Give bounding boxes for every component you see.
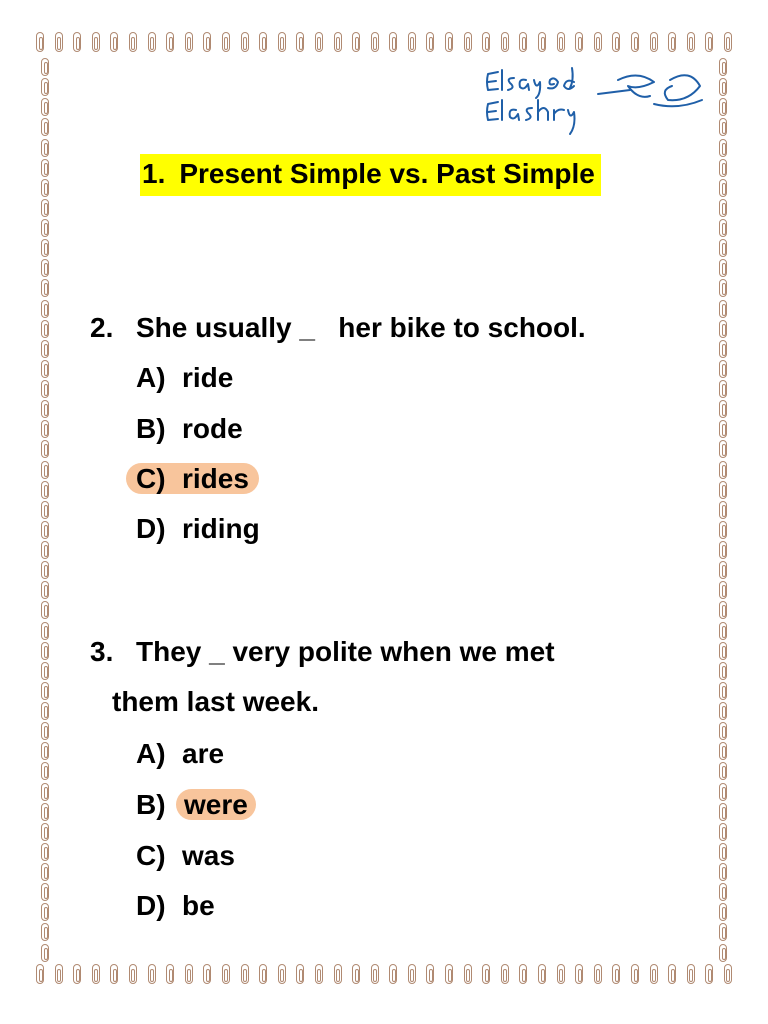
paperclip-icon (719, 521, 727, 539)
paperclip-icon (719, 340, 727, 358)
paperclip-icon (41, 118, 49, 136)
paperclip-icon (55, 964, 63, 984)
paperclip-icon (445, 964, 453, 984)
question-number: 3. (90, 636, 114, 667)
paperclip-icon (259, 32, 267, 52)
title-number: 1. (142, 158, 166, 189)
option-letter: D) (136, 513, 166, 544)
paperclip-icon (41, 843, 49, 861)
option-letter: B) (136, 789, 166, 820)
paperclip-icon (41, 541, 49, 559)
paperclip-icon (705, 964, 713, 984)
paperclip-icon (41, 803, 49, 821)
paperclip-icon (259, 964, 267, 984)
paperclip-icon (73, 964, 81, 984)
paperclip-icon (719, 58, 727, 76)
paperclip-icon (557, 964, 565, 984)
paperclip-icon (315, 964, 323, 984)
paperclip-icon (203, 32, 211, 52)
paperclip-icon (315, 32, 323, 52)
paperclip-icon (719, 239, 727, 257)
paperclip-icon (41, 642, 49, 660)
border-top (36, 30, 732, 54)
paperclip-icon (631, 964, 639, 984)
paperclip-icon (92, 32, 100, 52)
question-text: She usually _ her bike to school. (136, 312, 586, 343)
paperclip-icon (41, 199, 49, 217)
paperclip-icon (575, 32, 583, 52)
paperclip-icon (41, 702, 49, 720)
paperclip-icon (41, 581, 49, 599)
question-3 (90, 634, 555, 670)
paperclip-icon (464, 964, 472, 984)
paperclip-icon (719, 662, 727, 680)
option-c-correct[interactable] (136, 461, 259, 497)
paperclip-icon (719, 682, 727, 700)
paperclip-icon (719, 843, 727, 861)
paperclip-icon (41, 360, 49, 378)
option-text: be (182, 890, 215, 921)
paperclip-icon (724, 32, 732, 52)
paperclip-icon (296, 32, 304, 52)
paperclip-icon (445, 32, 453, 52)
paperclip-icon (519, 32, 527, 52)
paperclip-icon (719, 702, 727, 720)
title-text: Present Simple vs. Past Simple (179, 158, 595, 189)
paperclip-icon (719, 179, 727, 197)
paperclip-icon (719, 279, 727, 297)
answer-highlight (176, 789, 256, 820)
paperclip-icon (612, 964, 620, 984)
paperclip-icon (519, 964, 527, 984)
paperclip-icon (719, 541, 727, 559)
paperclip-icon (222, 32, 230, 52)
paperclip-icon (719, 98, 727, 116)
paperclip-icon (352, 964, 360, 984)
paperclip-icon (41, 159, 49, 177)
border-bottom (36, 962, 732, 986)
paperclip-icon (719, 581, 727, 599)
paperclip-icon (719, 823, 727, 841)
paperclip-icon (334, 32, 342, 52)
question-text-line2: them last week. (112, 686, 319, 717)
paperclip-icon (631, 32, 639, 52)
option-text: was (182, 840, 235, 871)
paperclip-icon (719, 883, 727, 901)
option-a[interactable] (136, 736, 224, 772)
paperclip-icon (241, 964, 249, 984)
paperclip-icon (166, 32, 174, 52)
paperclip-icon (719, 863, 727, 881)
paperclip-icon (203, 964, 211, 984)
section-title (140, 154, 601, 196)
paperclip-icon (41, 461, 49, 479)
paperclip-icon (41, 58, 49, 76)
paperclip-icon (668, 964, 676, 984)
paperclip-icon (41, 944, 49, 962)
paperclip-icon (129, 32, 137, 52)
paperclip-icon (41, 420, 49, 438)
paperclip-icon (41, 561, 49, 579)
option-letter: A) (136, 362, 166, 393)
paperclip-icon (482, 964, 490, 984)
paperclip-icon (41, 521, 49, 539)
paperclip-icon (41, 923, 49, 941)
paperclip-icon (371, 32, 379, 52)
paperclip-icon (334, 964, 342, 984)
paperclip-icon (408, 32, 416, 52)
question-number: 2. (90, 312, 114, 343)
paperclip-icon (41, 662, 49, 680)
paperclip-icon (166, 964, 174, 984)
paperclip-icon (73, 32, 81, 52)
paperclip-icon (482, 32, 490, 52)
paperclip-icon (41, 903, 49, 921)
border-left (38, 58, 52, 962)
paperclip-icon (129, 964, 137, 984)
paperclip-icon (41, 78, 49, 96)
paperclip-icon (719, 320, 727, 338)
paperclip-icon (719, 159, 727, 177)
option-letter: C) (136, 840, 166, 871)
paperclip-icon (719, 803, 727, 821)
paperclip-icon (41, 501, 49, 519)
paperclip-icon (575, 964, 583, 984)
paperclip-icon (92, 964, 100, 984)
option-text: are (182, 738, 225, 769)
paperclip-icon (724, 964, 732, 984)
paperclip-icon (719, 380, 727, 398)
paperclip-icon (719, 78, 727, 96)
paperclip-icon (296, 964, 304, 984)
paperclip-icon (41, 481, 49, 499)
paperclip-icon (41, 440, 49, 458)
paperclip-icon (538, 32, 546, 52)
paperclip-icon (41, 622, 49, 640)
paperclip-icon (719, 561, 727, 579)
paperclip-icon (612, 32, 620, 52)
paperclip-icon (241, 32, 249, 52)
option-d[interactable] (136, 888, 215, 924)
paperclip-icon (719, 903, 727, 921)
option-c[interactable] (136, 838, 235, 874)
paperclip-icon (594, 32, 602, 52)
paperclip-icon (719, 622, 727, 640)
paperclip-icon (185, 964, 193, 984)
paperclip-icon (464, 32, 472, 52)
paperclip-icon (41, 98, 49, 116)
paperclip-icon (41, 742, 49, 760)
paperclip-icon (222, 964, 230, 984)
paperclip-icon (426, 32, 434, 52)
option-b-correct[interactable] (136, 787, 256, 823)
paperclip-icon (278, 32, 286, 52)
paperclip-icon (650, 32, 658, 52)
paperclip-icon (371, 964, 379, 984)
paperclip-icon (41, 863, 49, 881)
paperclip-icon (719, 199, 727, 217)
paperclip-icon (719, 642, 727, 660)
paperclip-icon (719, 461, 727, 479)
paperclip-icon (719, 501, 727, 519)
question-2 (90, 310, 586, 346)
option-d[interactable] (136, 511, 260, 547)
paperclip-icon (389, 964, 397, 984)
question-3-continuation (112, 684, 319, 720)
paperclip-icon (36, 964, 44, 984)
paperclip-icon (719, 400, 727, 418)
paperclip-icon (719, 440, 727, 458)
paperclip-icon (41, 279, 49, 297)
option-a[interactable] (136, 360, 233, 396)
option-letter: C) (136, 463, 166, 494)
paperclip-icon (501, 964, 509, 984)
option-text: rides (182, 463, 249, 494)
paperclip-icon (41, 722, 49, 740)
paperclip-icon (719, 118, 727, 136)
paperclip-icon (41, 823, 49, 841)
paperclip-icon (41, 340, 49, 358)
paperclip-icon (687, 964, 695, 984)
question-text: They _ very polite when we met (136, 636, 555, 667)
paperclip-icon (719, 923, 727, 941)
paperclip-icon (719, 601, 727, 619)
paperclip-icon (148, 964, 156, 984)
paperclip-icon (719, 944, 727, 962)
paperclip-icon (110, 964, 118, 984)
paperclip-icon (41, 179, 49, 197)
paperclip-icon (36, 32, 44, 52)
paperclip-icon (41, 400, 49, 418)
paperclip-icon (41, 300, 49, 318)
paperclip-icon (650, 964, 658, 984)
paperclip-icon (41, 380, 49, 398)
paperclip-icon (557, 32, 565, 52)
paperclip-icon (41, 239, 49, 257)
border-right (716, 58, 730, 962)
paperclip-icon (719, 300, 727, 318)
option-letter: A) (136, 738, 166, 769)
paperclip-icon (719, 762, 727, 780)
option-text: rode (182, 413, 243, 444)
paperclip-icon (110, 32, 118, 52)
paperclip-icon (594, 964, 602, 984)
paperclip-icon (41, 601, 49, 619)
paperclip-icon (148, 32, 156, 52)
paperclip-icon (538, 964, 546, 984)
paperclip-icon (41, 682, 49, 700)
paperclip-icon (41, 883, 49, 901)
author-signature (478, 60, 718, 140)
option-text: ride (182, 362, 234, 393)
option-text: were (184, 789, 248, 820)
option-letter: D) (136, 890, 166, 921)
paperclip-icon (668, 32, 676, 52)
paperclip-icon (408, 964, 416, 984)
paperclip-icon (719, 722, 727, 740)
option-letter: B) (136, 413, 166, 444)
paperclip-icon (719, 420, 727, 438)
paperclip-icon (719, 259, 727, 277)
paperclip-icon (185, 32, 193, 52)
paperclip-icon (719, 360, 727, 378)
paperclip-icon (55, 32, 63, 52)
option-text: riding (182, 513, 260, 544)
paperclip-icon (41, 219, 49, 237)
paperclip-icon (719, 783, 727, 801)
paperclip-icon (687, 32, 695, 52)
paperclip-icon (389, 32, 397, 52)
paperclip-icon (719, 139, 727, 157)
paperclip-icon (41, 320, 49, 338)
paperclip-icon (41, 783, 49, 801)
paperclip-icon (705, 32, 713, 52)
answer-highlight (126, 463, 259, 494)
paperclip-icon (501, 32, 509, 52)
option-b[interactable] (136, 411, 243, 447)
paperclip-icon (426, 964, 434, 984)
paperclip-icon (278, 964, 286, 984)
paperclip-icon (352, 32, 360, 52)
paperclip-icon (719, 742, 727, 760)
paperclip-icon (41, 259, 49, 277)
paperclip-icon (41, 139, 49, 157)
paperclip-icon (719, 481, 727, 499)
paperclip-icon (41, 762, 49, 780)
paperclip-icon (719, 219, 727, 237)
